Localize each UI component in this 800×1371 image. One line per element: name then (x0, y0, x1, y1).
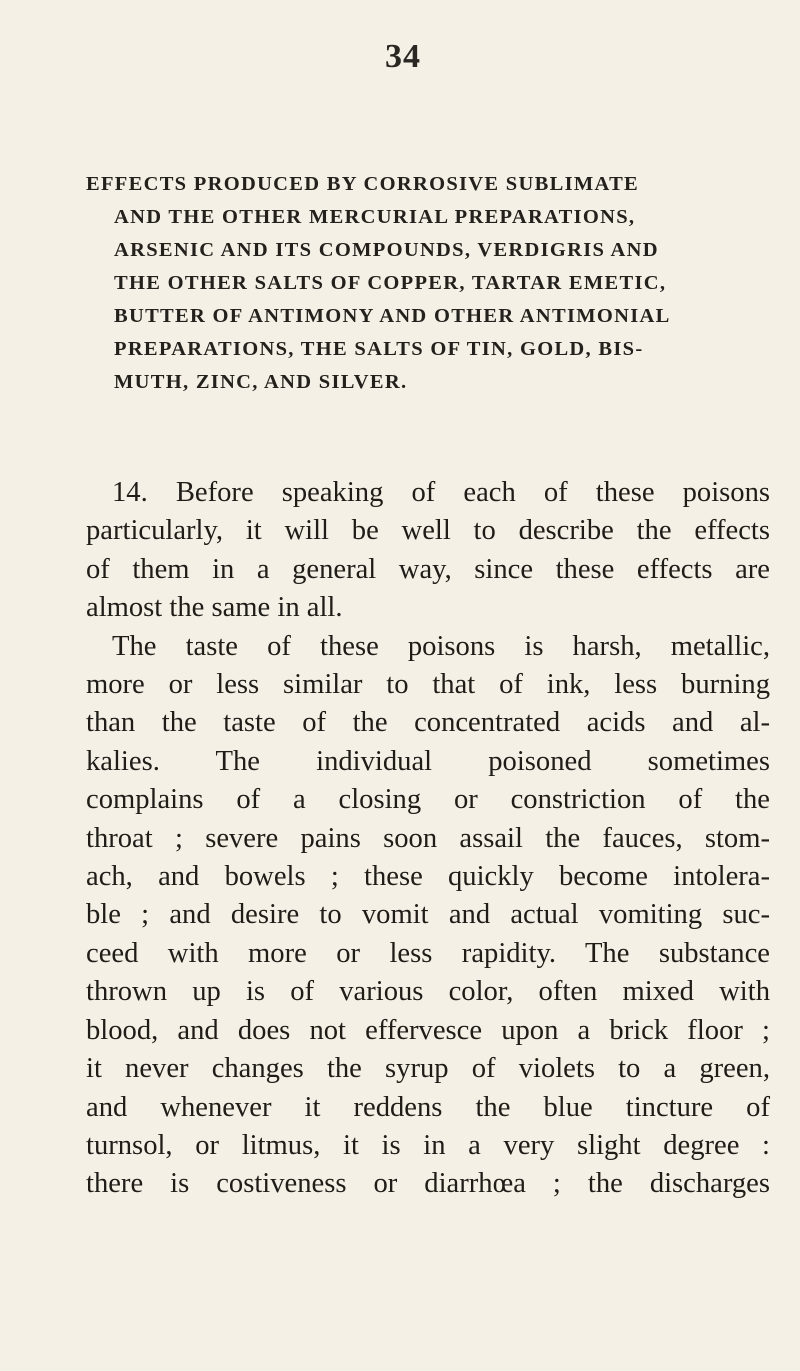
text-line: and whenever it reddens the blue tincture of (86, 1091, 770, 1123)
text-line: of them in a general way, since these effects are (86, 553, 770, 585)
text-line: ble ; and desire to vomit and actual vomiting suc- (86, 899, 770, 931)
text-line: ceed with more or less rapidity. The substance (86, 937, 770, 969)
text-line: particularly, it will be well to describe the effects (86, 515, 770, 547)
text-line: complains of a closing or constriction of the (86, 784, 770, 816)
body-paragraphs (86, 474, 770, 1204)
text-line: there is costiveness or diarrhœa ; the discharges (86, 1168, 770, 1200)
text-line: than the taste of the concentrated acids and al- (86, 707, 770, 739)
heading-line: MUTH, ZINC, AND SILVER. (114, 371, 408, 393)
heading-line: EFFECTS PRODUCED BY CORROSIVE SUBLIMATE (86, 173, 640, 195)
heading-line: ARSENIC AND ITS COMPOUNDS, VERDIGRIS AND (114, 239, 659, 261)
heading-line: THE OTHER SALTS OF COPPER, TARTAR EMETIC, (114, 272, 667, 294)
text-line: The taste of these poisons is harsh, metallic, (112, 630, 770, 662)
text-line: it never changes the syrup of violets to a green, (86, 1053, 770, 1085)
section-heading (86, 168, 766, 399)
text-line: almost the same in all. (86, 592, 343, 624)
heading-line: BUTTER OF ANTIMONY AND OTHER ANTIMONIAL (114, 305, 671, 327)
text-line: thrown up is of various color, often mixed with (86, 976, 770, 1008)
heading-line: PREPARATIONS, THE SALTS OF TIN, GOLD, BIS- (114, 338, 644, 360)
text-line: more or less similar to that of ink, less burning (86, 669, 770, 701)
text-line: 14. Before speaking of each of these poisons (112, 477, 770, 508)
page-number: 34 (385, 38, 421, 75)
text-line: blood, and does not effervesce upon a brick floor ; (86, 1014, 770, 1046)
heading-line: AND THE OTHER MERCURIAL PREPARATIONS, (114, 206, 636, 228)
text-line: throat ; severe pains soon assail the fauces, stom- (86, 822, 770, 854)
text-line: ach, and bowels ; these quickly become intolera- (86, 861, 770, 893)
text-line: turnsol, or litmus, it is in a very slight degree : (86, 1129, 770, 1161)
text-line: kalies. The individual poisoned sometimes (86, 745, 770, 777)
